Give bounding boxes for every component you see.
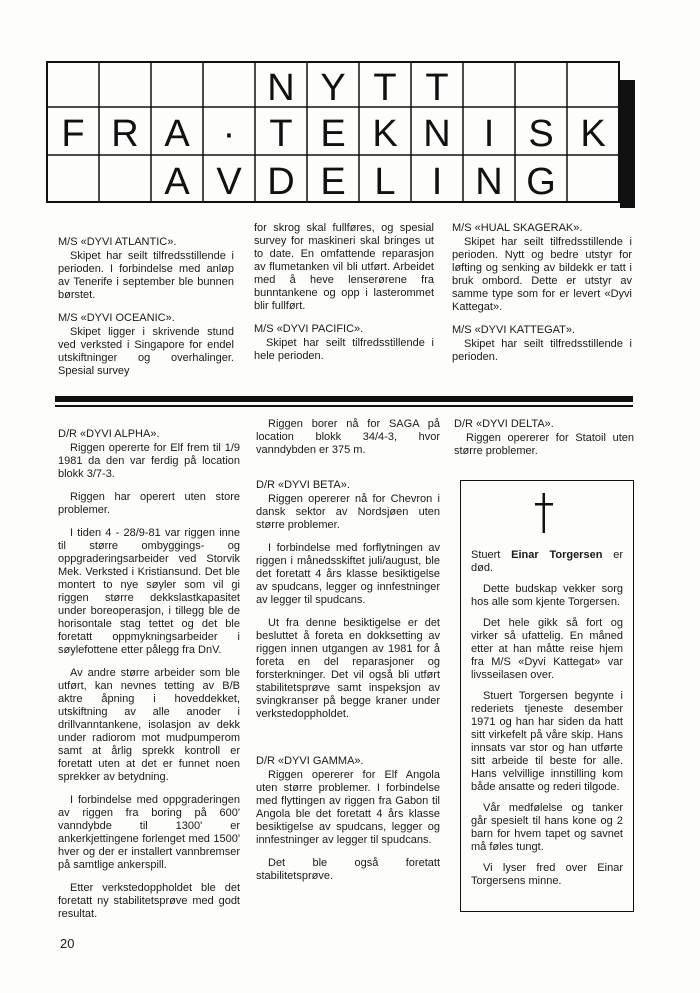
cross-icon xyxy=(533,491,555,535)
heading-dyvi-beta: D/R «DYVI BETA». xyxy=(256,479,350,491)
paragraph: Riggen opererer nå for Chevron i dansk sektor av Nordsjøen uten større problemer. xyxy=(256,493,440,531)
crossword-letter: A xyxy=(164,161,190,203)
heading-dyvi-delta: D/R «DYVI DELTA». xyxy=(454,418,554,430)
crossword-letter: S xyxy=(528,113,554,155)
paragraph: Skipet ligger i skrivende stund ved verksted i Singapore for endel utskiftninger og overhalinger. Spesial survey xyxy=(58,326,234,377)
crossword-letter: N xyxy=(423,113,451,155)
crossword-letter: K xyxy=(372,113,398,155)
heading-dyvi-alpha: D/R «DYVI ALPHA». xyxy=(58,428,160,440)
divider-thin xyxy=(55,405,633,407)
paragraph: Vår medfølelse og tanker går spesielt til hans kone og 2 barn for hvem tapet og savnet må føles tungt. xyxy=(471,802,623,853)
paragraph: Dette budskap vekker sorg hos alle som kjente Torgersen. xyxy=(471,583,623,608)
crossword-letter: F xyxy=(61,113,85,155)
heading-hual-skagerak: M/S «HUAL SKAGERAK». xyxy=(452,222,583,234)
paragraph: Skipet har seilt tilfredsstillende i perioden. I forbindelse med anløp av Tenerife i september ble bunnen børstet. xyxy=(58,250,234,301)
paragraph: Vi lyser fred over Einar Torgersens minne. xyxy=(471,862,623,887)
top-column-2 xyxy=(254,222,434,373)
crossword-letter: · xyxy=(222,113,236,155)
crossword-letter: E xyxy=(320,161,346,203)
crossword-letter: T xyxy=(269,113,293,155)
crossword-letter: T xyxy=(425,67,449,109)
obituary-text xyxy=(471,549,623,896)
paragraph: Ut fra denne besiktigelse er det besluttet å foreta en dokksetting av riggen innen utgangen av 1981 for å foreta en del reparasjoner og forsterkninger. Det vil også bli utført stabilitetsprøve samt inspeksjon av svingkranser på begge kraner under verkstedoppholdet. xyxy=(256,617,440,720)
paragraph: Skipet har seilt tilfredsstillende i perioden. Nytt og bedre utstyr for løfting og senking av bildekk er tatt i bruk ombord. Dette er utstyr av samme type som for er levert «Dyvi Kattegat». xyxy=(452,236,632,313)
obituary-lead xyxy=(471,549,623,575)
paragraph: Riggen opererer for Statoil uten større problemer. xyxy=(454,432,634,457)
bottom-column-1 xyxy=(58,428,240,931)
crossword-letter: E xyxy=(320,113,346,155)
heading-dyvi-oceanic: M/S «DYVI OCEANIC». xyxy=(58,312,175,324)
paragraph: Det hele gikk så fort og virker så ufattelig. En måned etter at han måtte reise hjem fra M/S «Dyvi Kattegat» var livsseilasen over. xyxy=(471,617,623,681)
paragraph: Av andre større arbeider som ble utført, kan nevnes tetting av B/B aktre åpning i hoveddekket, utskiftning av alle anoder i drillvanntankene, isolasjon av dekk under radiorom mot mudpumperom samt at årlig sprekk kontroll er foretatt uten at det er funnet noen sprekker av betydning. xyxy=(58,667,240,783)
crossword-letter: V xyxy=(216,161,242,203)
top-column-1 xyxy=(58,236,234,388)
paragraph: I forbindelse med forflytningen av riggen i månedsskiftet juli/august, ble det foretatt 4 års klasse besiktigelse av spudcans, legger og innfestninger av legger til spudcans. xyxy=(256,542,440,606)
heading-dyvi-atlantic: M/S «DYVI ATLANTIC». xyxy=(58,236,177,248)
divider-thick xyxy=(55,396,633,402)
paragraph: I tiden 4 - 28/9-81 var riggen inne til større ombyggings- og oppgraderingsarbeider ved Storvik Mek. Verksted i Kristiansund. Det ble montert to nye søyler som vil gi riggen større dekkslastkapasitet under boreoperasjon, i tillegg ble de horisontale stag tettet og det ble foretatt oppmykningsarbeider i søylefottene etter pålegg fra DnV. xyxy=(58,527,240,656)
header-crossword xyxy=(45,60,635,210)
bottom-column-3 xyxy=(454,418,634,468)
top-column-3 xyxy=(452,222,632,374)
paragraph: Etter verkstedoppholdet ble det foretatt ny stabilitetsprøve med godt resultat. xyxy=(58,882,240,920)
heading-dyvi-pacific: M/S «DYVI PACIFIC». xyxy=(254,323,364,335)
crossword-letter: R xyxy=(111,113,139,155)
crossword-letter: A xyxy=(164,113,190,155)
crossword-letter: L xyxy=(374,161,396,203)
obituary-box xyxy=(460,480,634,912)
paragraph: Riggen har operert uten store problemer. xyxy=(58,491,240,516)
paragraph: Skipet har seilt tilfredsstillende i perioden. xyxy=(452,338,632,363)
paragraph: for skrog skal fullføres, og spesial survey for maskineri skal bringes ut to date. En omfattende reparasjon av flumetanken vil bli utført. Arbeidet med å heve lenserørene fra bunntankene og opp i lasterommet blir fullført. xyxy=(254,222,434,312)
obituary-lead-pre: Stuert xyxy=(471,549,512,561)
obituary-lead-post: er død. xyxy=(471,549,623,574)
page-number: 20 xyxy=(60,936,75,951)
paragraph: Stuert Torgersen begynte i rederiets tjeneste desember 1971 og han har siden da hatt sitt virkefelt på våre skip. Hans innsats var stor og han utførte sitt arbeide til beste for alle. Hans velvillige innstilling kom både ansatte og rederi tilgode. xyxy=(471,690,623,793)
crossword-letter: T xyxy=(373,67,397,109)
crossword-letter: Y xyxy=(320,67,346,109)
heading-dyvi-kattegat: M/S «DYVI KATTEGAT». xyxy=(452,324,576,336)
paragraph: Riggen opererte for Elf frem til 1/9 1981 da den var ferdig på location blokk 3/7-3. xyxy=(58,442,240,480)
crossword-letter: G xyxy=(526,161,556,203)
crossword-letter: I xyxy=(483,113,495,155)
paragraph: Riggen opererer for Elf Angola uten større problemer. I forbindelse med flyttingen av riggen fra Gabon til Angola ble det foretatt 4 års klasse besiktigelse av spudcans, legger og innfestninger av legger til spudcans. xyxy=(256,769,440,846)
crossword-letter: K xyxy=(580,113,606,155)
paragraph: Det ble også foretatt stabilitetsprøve. xyxy=(256,857,440,882)
paragraph: Skipet har seilt tilfredsstillende i hele perioden. xyxy=(254,337,434,362)
paragraph: Riggen borer nå for SAGA på location blokk 34/4-3, hvor vanndybden er 375 m. xyxy=(256,418,440,456)
bottom-column-2 xyxy=(256,418,440,893)
crossword-letter: N xyxy=(267,67,295,109)
crossword-letter: N xyxy=(475,161,503,203)
crossword-letter: D xyxy=(267,161,295,203)
heading-dyvi-gamma: D/R «DYVI GAMMA». xyxy=(256,755,364,767)
paragraph: I forbindelse med oppgraderingen av riggen fra boring på 600' vanndybde til 1300' er ankerkjettingene forlenget med 1500' hver og der er installert vannbremser på samtlige ankerspill. xyxy=(58,794,240,871)
obituary-name: Einar Torgersen xyxy=(511,549,603,561)
crossword-letter: I xyxy=(431,161,443,203)
